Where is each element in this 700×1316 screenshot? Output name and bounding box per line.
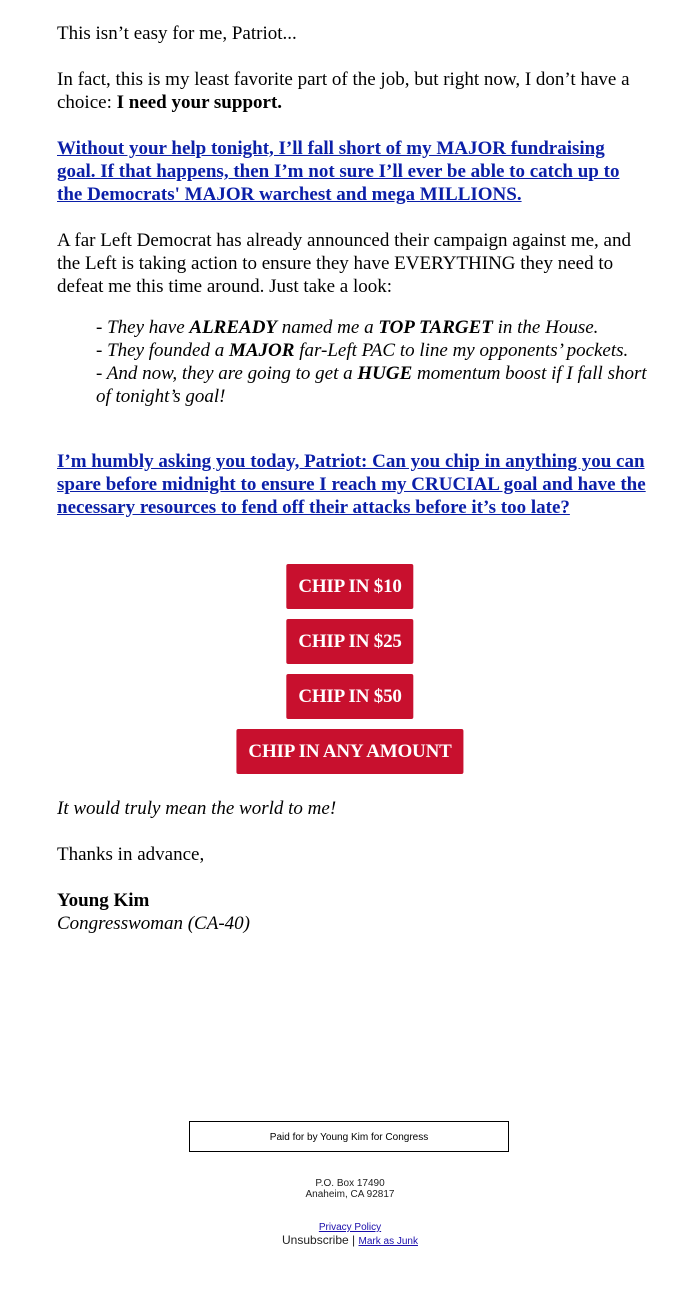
address-line-2: Anaheim, CA 92817: [305, 1189, 395, 1200]
chip-in-any-amount-button[interactable]: CHIP IN ANY AMOUNT: [236, 729, 463, 774]
separator: |: [352, 1233, 356, 1247]
thanks-line: Thanks in advance,: [57, 844, 205, 865]
bullet-text: momentum boost if I fall short of tonight’s goal!: [96, 363, 647, 407]
ask-paragraph: [57, 450, 647, 519]
bullet-bold: TOP TARGET: [378, 317, 493, 338]
chip-in-50-button[interactable]: CHIP IN $50: [286, 674, 413, 719]
bullet-text: - They have: [96, 317, 190, 338]
bullet-bold: HUGE: [357, 363, 413, 384]
signer-title: Congresswoman (CA-40): [57, 913, 250, 934]
fundraising-goal-link[interactable]: Without your help tonight, I’ll fall short of my MAJOR fundraising goal. If that happens, then I’m not sure I’ll ever be able to catch up to the Democrats' MAJOR warchest and mega MILLIONS.: [57, 138, 620, 205]
bullet-text: - They founded a: [96, 340, 229, 361]
chip-in-25-button[interactable]: CHIP IN $25: [286, 619, 413, 664]
support-text: In fact, this is my least favorite part of the job, but right now, I don’t have a choice:: [57, 69, 630, 113]
support-paragraph: [57, 68, 647, 114]
bullet-text: named me a: [277, 317, 379, 338]
paid-for-disclaimer: Paid for by Young Kim for Congress: [189, 1121, 509, 1152]
privacy-row: [0, 1222, 700, 1233]
greeting: This isn’t easy for me, Patriot...: [57, 23, 297, 44]
mark-as-junk-link[interactable]: Mark as Junk: [358, 1236, 418, 1247]
signer-name: Young Kim: [57, 890, 150, 911]
bullet-bold: ALREADY: [189, 317, 278, 338]
privacy-policy-link[interactable]: Privacy Policy: [318, 1222, 382, 1233]
bullet-text: in the House.: [492, 317, 599, 338]
democrat-paragraph: A far Left Democrat has already announced their campaign against me, and the Left is taking action to ensure they have EVERYTHING they need to defeat me this time around. Just take a look:: [57, 230, 631, 297]
bullet-bold: MAJOR: [228, 340, 295, 361]
unsubscribe-text[interactable]: Unsubscribe: [282, 1233, 349, 1247]
bullet-list: [96, 316, 656, 408]
bullet-item: [96, 316, 656, 339]
bullet-item: [96, 362, 656, 408]
address-line-1: P.O. Box 17490: [315, 1178, 385, 1189]
bullet-text: far-Left PAC to line my opponents’ pockets.: [294, 340, 629, 361]
chip-in-10-button[interactable]: CHIP IN $10: [286, 564, 413, 609]
chip-in-ask-link[interactable]: I’m humbly asking you today, Patriot: Can you chip in anything you can spare before midnight to ensure I reach my CRUCIAL goal and have the necessary resources to fend off their attacks before it’s too late?: [57, 451, 646, 518]
closing-line: It would truly mean the world to me!: [57, 798, 337, 819]
bullet-item: [96, 339, 656, 362]
bullet-text: - And now, they are going to get a: [96, 363, 358, 384]
support-bold: I need your support.: [116, 92, 283, 113]
fundraising-paragraph: [57, 137, 647, 206]
unsubscribe-row: [0, 1233, 700, 1249]
